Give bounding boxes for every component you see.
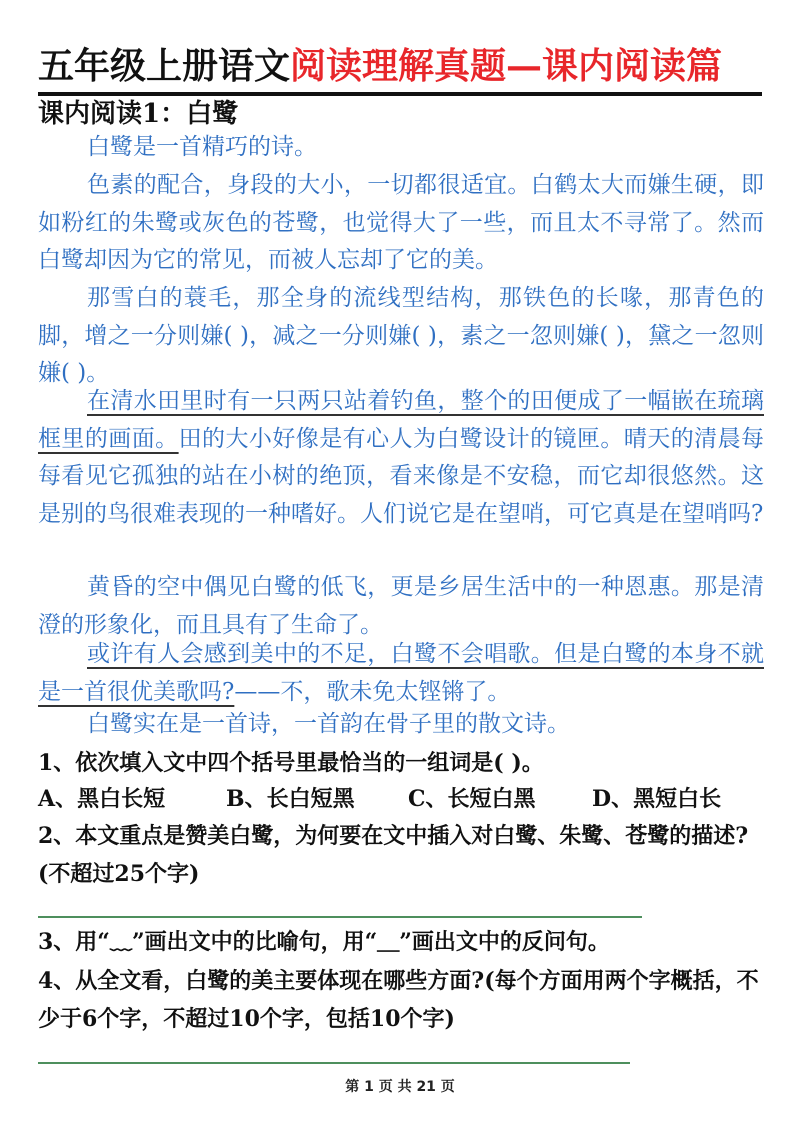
passage-paragraph-6 [38, 636, 764, 711]
question-2: 2、本文重点是赞美白鹭，为何要在文中插入对白鹭、朱鹭、苍鹭的描述?(不超过25个字) [38, 823, 749, 887]
passage-paragraph-3: 那雪白的蓑毛，那全身的流线型结构，那铁色的长喙，那青色的脚，增之一分则嫌( )，减之一分则嫌( )，素之一忽则嫌( )，黛之一忽则嫌( )。 [38, 285, 764, 386]
section-heading: 课内阅读1：白鹭 [38, 99, 239, 129]
rhetorical-question-sentence: 或许有人会感到美中的不足，白鹭不会唱歌。但是白鹭的本身不就是一首很优美歌吗? [38, 641, 764, 705]
option-a[interactable]: A、黑白长短 [38, 786, 166, 812]
question-1: 1、依次填入文中四个括号里最恰当的一组词是( )。 [38, 750, 544, 776]
title-grade-subject: 五年级上册语文 [38, 45, 291, 87]
question-4: 4、从全文看，白鹭的美主要体现在哪些方面?(每个方面用两个字概括，不少于6个字，不超过10个字，包括10个字) [38, 968, 759, 1032]
option-b[interactable]: B、长白短黑 [226, 786, 355, 812]
option-d[interactable]: D、黑短白长 [592, 786, 722, 812]
metaphor-sentence: 在清水田里时有一只两只站着钓鱼，整个的田便成了一幅嵌在琉璃框里的画面。 [38, 388, 764, 452]
passage-paragraph-4 [38, 383, 764, 533]
passage-paragraph-7: 白鹭实在是一首诗，一首韵在骨子里的散文诗。 [87, 711, 570, 737]
title-topic: 阅读理解真题—课内阅读篇 [290, 45, 723, 87]
question-2-answer-line[interactable] [38, 916, 642, 918]
question-1-options [38, 781, 766, 818]
option-c[interactable]: C、长短白黑 [408, 786, 536, 812]
paragraph-4-rest: 田的大小好像是有心人为白鹭设计的镜匣。晴天的清晨每每看见它孤独的站在小树的绝顶，看来像是不安稳，而它却很悠然。这是别的鸟很难表现的一种嗜好。人们说它是在望哨，可它真是在望哨吗? [38, 425, 765, 527]
question-4-answer-line[interactable] [38, 1062, 630, 1064]
passage-paragraph-1: 白鹭是一首精巧的诗。 [87, 134, 317, 160]
page-title [38, 44, 778, 88]
paragraph-6-rest: ——不，歌未免太铿锵了。 [234, 678, 511, 705]
passage-paragraph-2: 色素的配合，身段的大小，一切都很适宜。白鹤太大而嫌生硬，即如粉红的朱鹭或灰色的苍鹭，也觉得大了一些，而且太不寻常了。然而白鹭却因为它的常见，而被人忘却了它的美。 [38, 172, 764, 273]
passage-paragraph-5: 黄昏的空中偶见白鹭的低飞，更是乡居生活中的一种恩惠。那是清澄的形象化，而且具有了生命了。 [38, 574, 764, 638]
page-footer: 第 1 页 共 21 页 [345, 1079, 455, 1095]
question-3: 3、用“﹏”画出文中的比喻句，用“＿”画出文中的反问句。 [38, 929, 610, 955]
